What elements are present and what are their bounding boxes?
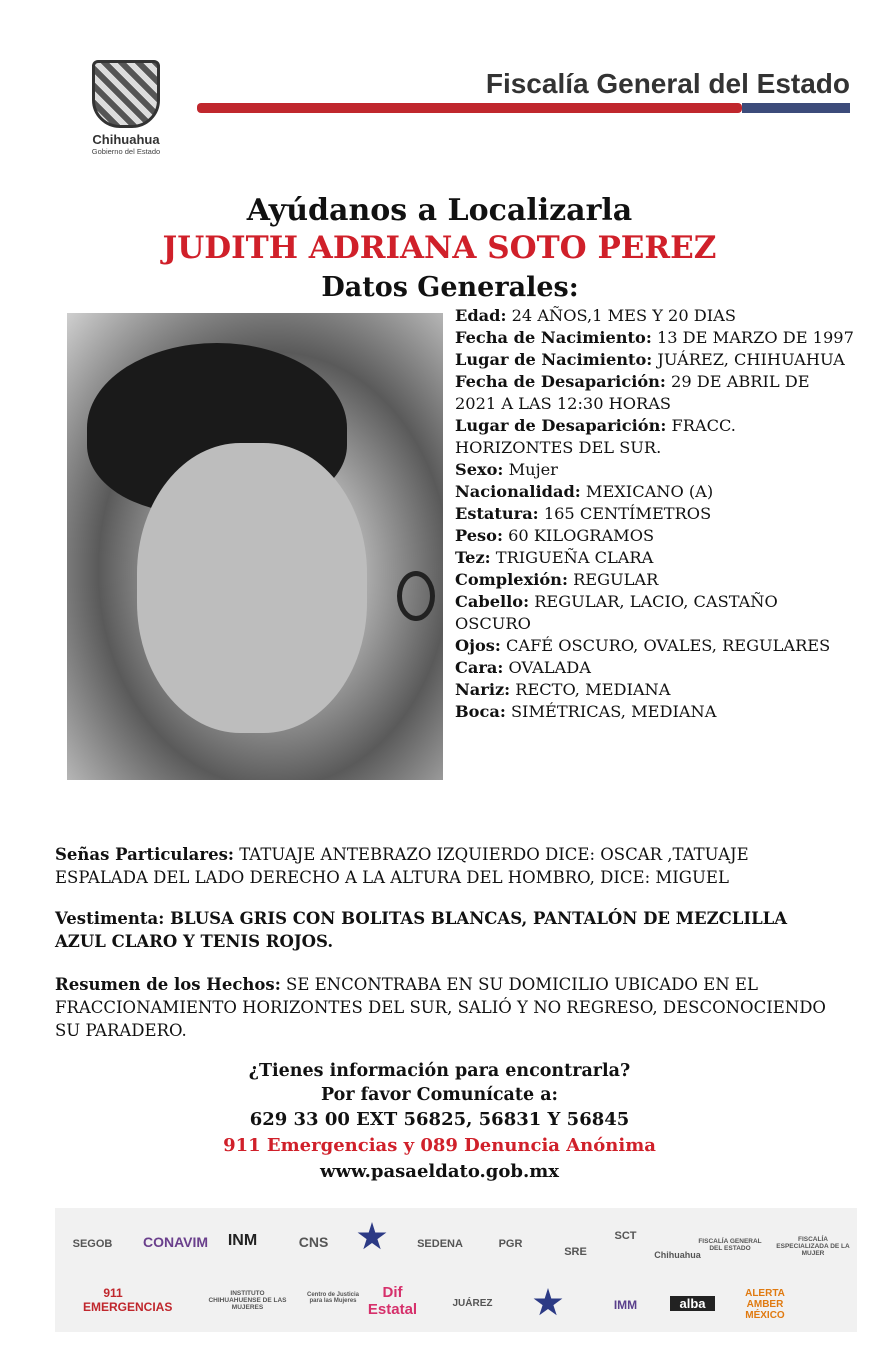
- logo-name: Chihuahua: [92, 132, 160, 147]
- detail-lugar-nacimiento: Lugar de Nacimiento: JUÁREZ, CHIHUAHUA: [455, 350, 845, 369]
- logo-juarez: JUÁREZ: [452, 1298, 493, 1309]
- logo-pgr: PGR: [498, 1238, 523, 1250]
- detail-nacionalidad: Nacionalidad: MEXICANO (A): [455, 482, 714, 501]
- photo-earring: [397, 571, 435, 621]
- detail-ojos: Ojos: CAFÉ OSCURO, OVALES, REGULARES: [455, 636, 831, 655]
- logo-inm: INM: [227, 1232, 258, 1249]
- detail-fecha-desaparicion: Fecha de Desaparición: 29 DE ABRIL DE 2021 A LAS 12:30 HORAS: [455, 372, 810, 413]
- detail-sexo: Sexo: Mujer: [455, 460, 558, 479]
- state-logo: [86, 60, 166, 160]
- header-red-bar: [197, 103, 742, 113]
- logo-fiscalia: FISCALÍA GENERAL DEL ESTADO: [698, 1238, 762, 1252]
- coat-of-arms-icon: [92, 60, 160, 128]
- logo-911: 911 EMERGENCIAS: [83, 1286, 173, 1314]
- detail-peso: Peso: 60 KILOGRAMOS: [455, 526, 655, 545]
- police-star-icon-2: [533, 1288, 563, 1318]
- contact-question: ¿Tienes información para encontrarla?: [248, 1061, 631, 1081]
- logo-imm: IMM: [613, 1298, 638, 1312]
- logo-sct: SCT: [614, 1230, 637, 1242]
- detail-edad: Edad: 24 AÑOS,1 MES Y 20 DIAS: [455, 306, 736, 325]
- contact-phone: 629 33 00 EXT 56825, 56831 Y 56845: [249, 1109, 630, 1130]
- logo-dif: Dif Estatal: [367, 1284, 418, 1318]
- detail-tez: Tez: TRIGUEÑA CLARA: [455, 548, 654, 567]
- distinguishing-marks: Señas Particulares: TATUAJE ANTEBRAZO IZQUIERDO DICE: OSCAR ,TATUAJE ESPALADA DEL LADO DERECHO A LA ALTURA DEL HOMBRO, DICE: MIGUEL: [55, 845, 749, 887]
- logo-ichmujeres: INSTITUTO CHIHUAHUENSE DE LAS MUJERES: [208, 1290, 287, 1311]
- detail-nariz: Nariz: RECTO, MEDIANA: [455, 680, 671, 699]
- headline: Ayúdanos a Localizarla: [246, 193, 633, 228]
- general-details: [455, 305, 855, 723]
- logo-cns: CNS: [298, 1234, 329, 1250]
- logo-fiscalia-mujer: FISCALÍA ESPECIALIZADA DE LA MUJER: [776, 1236, 850, 1257]
- logo-centro-justicia: Centro de Justicia para las Mujeres: [306, 1292, 359, 1304]
- detail-estatura: Estatura: 165 CENTÍMETROS: [455, 504, 712, 523]
- contact-emergency: 911 Emergencias y 089 Denuncia Anónima: [223, 1135, 656, 1156]
- logo-segob: SEGOB: [72, 1238, 113, 1250]
- case-summary: Resumen de los Hechos: SE ENCONTRABA EN SU DOMICILIO UBICADO EN EL FRACCIONAMIENTO HORIZONTES DEL SUR, SALIÓ Y NO REGRESO, DESCONOCIENDO SU PARADERO.: [55, 975, 826, 1040]
- detail-fecha-nacimiento: Fecha de Nacimiento: 13 DE MARZO DE 1997: [455, 328, 854, 347]
- section-title: Datos Generales:: [321, 272, 579, 303]
- partner-logos: [55, 1208, 857, 1332]
- clothing: Vestimenta: BLUSA GRIS CON BOLITAS BLANCAS, PANTALÓN DE MEZCLILLA AZUL CLARO Y TENIS ROJOS.: [55, 909, 788, 951]
- detail-cara: Cara: OVALADA: [455, 658, 591, 677]
- agency-title: Fiscalía General del Estado: [485, 68, 850, 99]
- logo-sre: SRE: [564, 1246, 587, 1258]
- person-photo: [67, 313, 443, 780]
- logo-alba: alba: [670, 1296, 715, 1311]
- logo-conavim: CONAVIM: [143, 1234, 209, 1250]
- logo-amber: ALERTA AMBER MÉXICO: [745, 1288, 785, 1321]
- detail-complexion: Complexión: REGULAR: [455, 570, 659, 589]
- police-star-icon: [357, 1222, 387, 1252]
- contact-website[interactable]: www.pasaeldato.gob.mx: [319, 1161, 560, 1182]
- logo-sedena: SEDENA: [417, 1238, 463, 1250]
- header-blue-bar: [742, 103, 850, 113]
- photo-face: [137, 443, 367, 733]
- detail-lugar-desaparicion: Lugar de Desaparición: FRACC. HORIZONTES DEL SUR.: [455, 416, 736, 457]
- contact-please: Por favor Comunícate a:: [320, 1085, 558, 1105]
- detail-cabello: Cabello: REGULAR, LACIO, CASTAÑO OSCURO: [455, 592, 778, 633]
- missing-person-name: JUDITH ADRIANA SOTO PEREZ: [162, 230, 717, 266]
- detail-boca: Boca: SIMÉTRICAS, MEDIANA: [455, 702, 717, 721]
- logo-subtitle: Gobierno del Estado: [91, 147, 161, 156]
- logo-chihuahua: Chihuahua: [654, 1250, 701, 1260]
